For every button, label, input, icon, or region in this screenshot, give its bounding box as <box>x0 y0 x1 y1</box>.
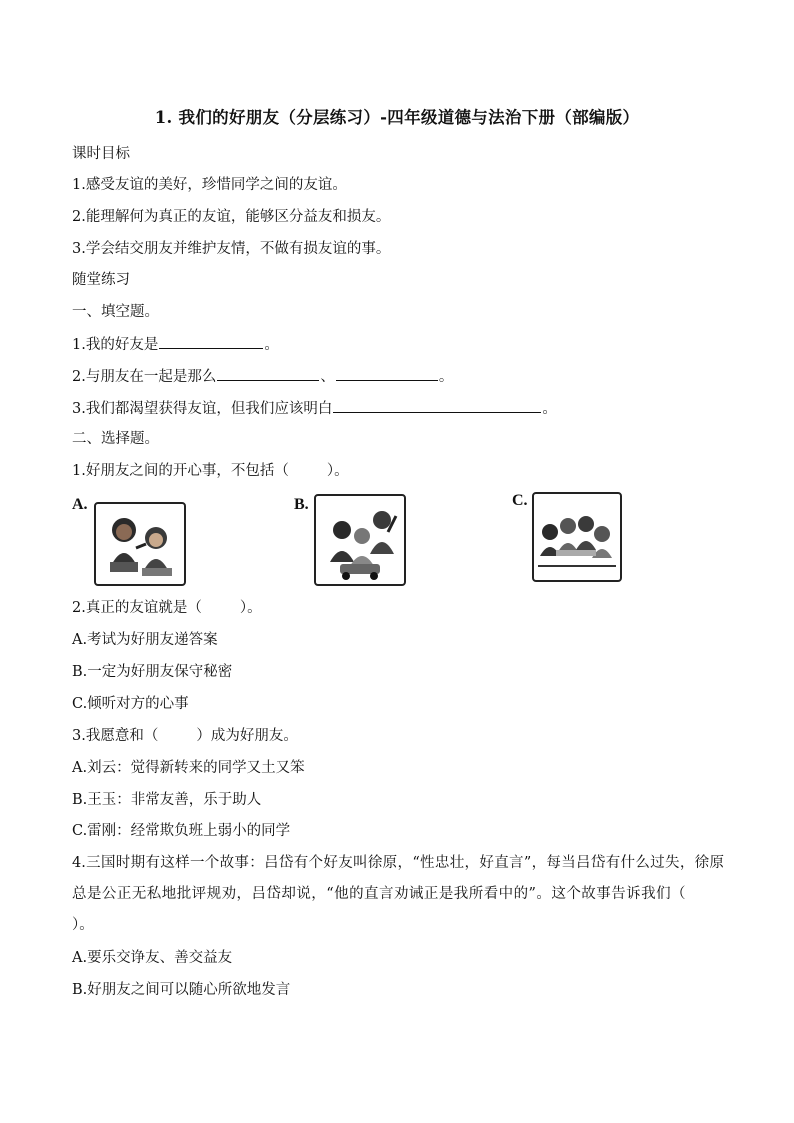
option-letter: C. <box>512 492 528 509</box>
page-title: 1. 我们的好朋友（分层练习）-四年级道德与法治下册（部编版） <box>154 108 640 127</box>
option-b[interactable] <box>294 492 414 588</box>
question-end: 。 <box>264 337 279 353</box>
choice-question-2 <box>72 598 262 618</box>
choice-question-3 <box>72 726 298 746</box>
question-stem-end: ）。 <box>239 600 262 616</box>
option-image <box>532 492 622 582</box>
option-item[interactable]: C.倾听对方的心事 <box>72 696 189 712</box>
option-letter: A. <box>72 496 88 513</box>
option-item[interactable]: A.刘云：觉得新转来的同学又土又笨 <box>72 760 305 776</box>
fill-section-heading: 一、填空题。 <box>72 304 159 320</box>
question-stem: 4.三国时期有这样一个故事：吕岱有个好友叫徐原，“性忠壮，好直言”，每当吕岱有什么过失，徐原总是公正无私地批评规劝，吕岱却说，“他的直言劝诫正是我所看中的”。这个故事告诉我们（ <box>72 855 724 902</box>
option-item[interactable]: B.好朋友之间可以随心所欲地发言 <box>72 982 291 998</box>
option-c[interactable] <box>512 492 632 588</box>
option-letter: B. <box>294 496 309 513</box>
answer-blank[interactable] <box>159 334 263 349</box>
objective-item: 1.感受友谊的美好，珍惜同学之间的友谊。 <box>72 177 347 193</box>
question-end: 。 <box>438 369 454 385</box>
fill-question-2 <box>72 366 453 387</box>
question-stem-end: ）成为好朋友。 <box>196 728 298 744</box>
fill-question-3 <box>72 398 557 419</box>
option-item[interactable]: B.王玉：非常友善，乐于助人 <box>72 792 262 808</box>
option-item[interactable]: B.一定为好朋友保守秘密 <box>72 664 233 680</box>
question-text: 2.与朋友在一起是那么 <box>72 369 217 385</box>
option-image <box>94 502 186 586</box>
kids-playing-illustration <box>96 504 184 584</box>
question-text: 1.我的好友是 <box>72 337 159 353</box>
question-end: 。 <box>542 401 557 417</box>
answer-blank[interactable] <box>336 366 438 381</box>
option-item[interactable]: A.考试为好朋友递答案 <box>72 632 218 648</box>
option-item[interactable]: C.雷刚：经常欺负班上弱小的同学 <box>72 823 291 839</box>
objectives-heading: 课时目标 <box>72 146 130 162</box>
kids-crowding-illustration <box>316 496 404 584</box>
option-a[interactable] <box>72 492 192 588</box>
question-stem: 3.我愿意和（ <box>72 728 159 744</box>
choice-question-4 <box>72 848 724 941</box>
question-stem: 2.真正的友谊就是（ <box>72 600 202 616</box>
fill-question-1 <box>72 334 279 355</box>
kids-reading-illustration <box>534 494 620 580</box>
choice-section-heading: 二、选择题。 <box>72 431 159 447</box>
practice-heading: 随堂练习 <box>72 272 130 288</box>
question-stem-end: ）。 <box>326 463 349 479</box>
option-image <box>314 494 406 586</box>
question-stem-end: ）。 <box>72 917 94 933</box>
objective-item: 3.学会结交朋友并维护友情，不做有损友谊的事。 <box>72 241 391 257</box>
answer-blank[interactable] <box>217 366 319 381</box>
question-stem: 1.好朋友之间的开心事，不包括（ <box>72 463 289 479</box>
choice-question-1 <box>72 461 349 481</box>
question-text: 3.我们都渴望获得友谊，但我们应该明白 <box>72 401 333 417</box>
objective-item: 2.能理解何为真正的友谊，能够区分益友和损友。 <box>72 209 391 225</box>
answer-blank[interactable] <box>333 398 541 413</box>
question-separator: 、 <box>320 369 335 385</box>
option-item[interactable]: A.要乐交诤友、善交益友 <box>72 950 233 966</box>
